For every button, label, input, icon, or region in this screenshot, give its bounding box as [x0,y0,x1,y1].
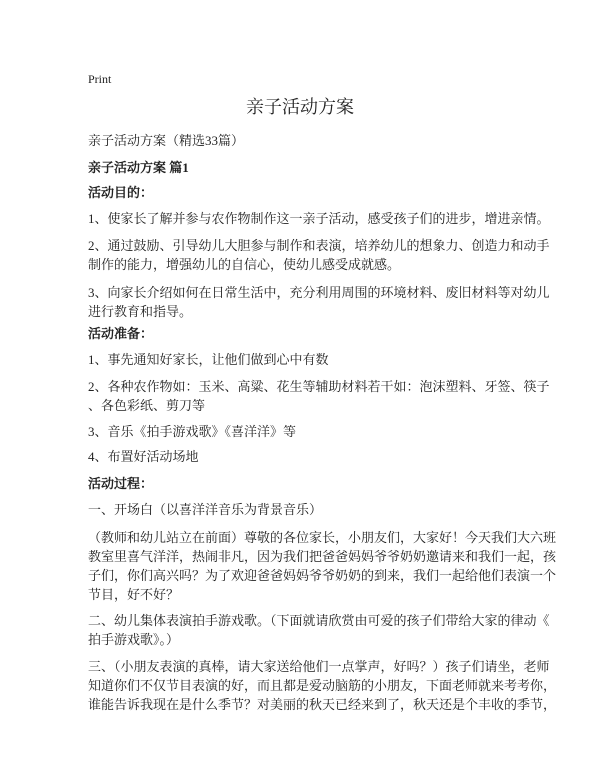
line: 1、使家长了解并参与农作物制作这一亲子活动，感受孩子们的进步，增进亲情。 [88,211,550,226]
line: 2、通过鼓励、引导幼儿大胆参与制作和表演，培养幼儿的想象力、创造力和动手 [88,238,550,253]
heading-preparation: 活动准备： [88,326,154,341]
subtitle: 亲子活动方案（精选33篇） [88,133,245,148]
paragraph [88,283,550,321]
line: 谁能告诉我现在是什么季节？对美丽的秋天已经来到了，秋天还是个丰收的季节， [88,697,557,712]
line: 节目，好不好？ [88,587,180,602]
line: 3、向家长介绍如何在日常生活中，充分利用周围的环境材料、废旧材料等对幼儿 [88,285,550,300]
paragraph [88,209,550,228]
page-title: 亲子活动方案 [246,97,354,117]
line: 、各色彩纸、剪刀等 [88,398,206,413]
line: 三、（小朋友表演的真棒，请大家送给他们一点掌声，好吗？）孩子们请坐，老师 [88,659,550,674]
line: 4、布置好活动场地 [88,449,199,464]
paragraph [88,350,528,369]
paragraph [88,447,528,466]
paragraph [88,657,557,714]
line: 教室里喜气洋洋，热闹非凡，因为我们把爸爸妈妈爷爷奶奶邀请来和我们一起，孩 [88,549,557,564]
line: 制作的能力，增强幼儿的自信心，使幼儿感受成就感。 [88,257,401,272]
line: （教师和幼儿站立在前面）尊敬的各位家长，小朋友们，大家好！今天我们大六班 [88,530,557,545]
print-link[interactable]: Print [88,72,112,86]
line: 2、各种农作物如：玉米、高粱、花生等辅助材料若干如：泡沫塑料、牙签、筷子 [88,379,550,394]
heading-process: 活动过程： [88,476,154,491]
line: 进行教育和指导。 [88,304,193,319]
line: 3、音乐《拍手游戏歌》《喜洋洋》等 [88,424,297,439]
line: 拍手游戏歌》。） [88,632,180,647]
line: 子们，你们高兴吗？为了欢迎爸爸妈妈爷爷奶奶的到来，我们一起给他们表演一个 [88,568,557,583]
line: 1、事先通知好家长，让他们做到心中有数 [88,352,329,367]
line: 一、开场白（以喜洋洋音乐为背景音乐） [88,502,323,517]
section-title: 亲子活动方案 篇1 [88,160,189,175]
paragraph [88,611,550,649]
paragraph [88,528,557,604]
paragraph [88,377,550,415]
paragraph [88,422,528,441]
paragraph [88,500,528,519]
heading-purpose: 活动目的： [88,185,154,200]
line: 知道你们不仅节目表演的好，而且都是爱动脑筋的小朋友，下面老师就来考考你， [88,678,557,693]
line: 二、幼儿集体表演拍手游戏歌。（下面就请欣赏由可爱的孩子们带给大家的律动《 [88,613,550,628]
paragraph [88,236,550,274]
